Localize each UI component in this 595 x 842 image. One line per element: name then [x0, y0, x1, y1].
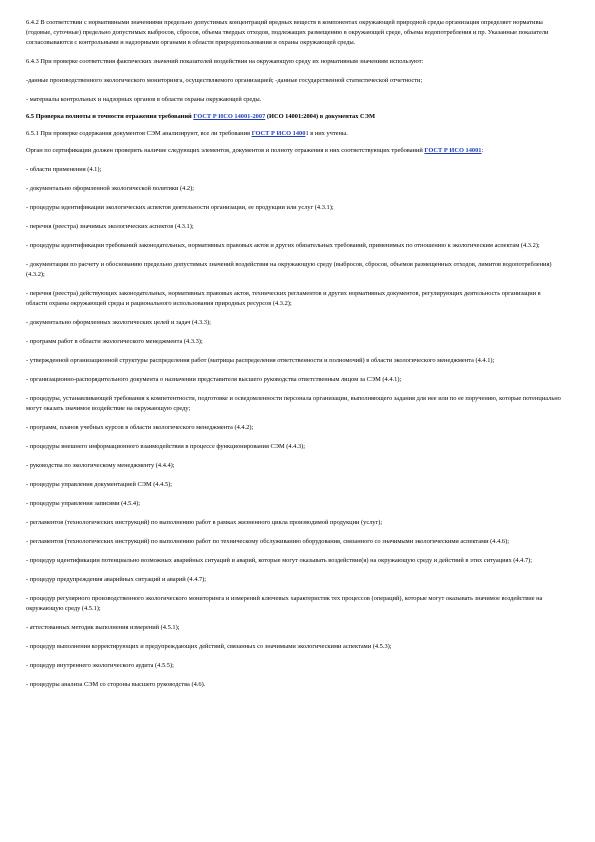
list-item: - процедур выполнения корректирующих и предупреждающих действий, связанных со значимыми экологическими аспектами (4.5.3); — [26, 643, 392, 650]
list-item: - процедур регулярного производственного экологического мониторинга и измерений ключевых характеристик тех процессов (операций), которые могут оказывать значимое воздействие на окружающую среду (4.5.1); — [26, 595, 543, 612]
list-item: - документально оформленных экологических целей и задач (4.3.3); — [26, 319, 211, 326]
paragraph-certification-body-text: Орган по сертификации должен проверить наличие следующих элементов, документов и полноту отражения в них соответствующих требований — [26, 147, 425, 154]
paragraph-certification-body — [26, 146, 563, 156]
list-item: - перечня (реестра) значимых экологических аспектов (4.3.1); — [26, 223, 194, 230]
requirements-list — [26, 165, 563, 690]
list-item: - процедуры управления документацией СЭМ (4.4.5); — [26, 481, 173, 488]
paragraph-6-5-1-text: 6.5.1 При проверке содержания документов СЭМ анализируют, все ли требования — [26, 130, 252, 137]
list-item: - процедуры идентификации экологических аспектов деятельности организации, ее продукции или услуг (4.3.1); — [26, 204, 334, 211]
gost-iso-14001-2007-link[interactable]: ГОСТ Р ИСО 14001-2007 — [193, 113, 266, 120]
list-item: - процедур внутреннего экологического аудита (4.5.5); — [26, 662, 174, 669]
section-6-5-tail: (ИСО 14001:2004) в документах СЭМ — [265, 113, 376, 120]
list-item: - процедуры анализа СЭМ со стороны высшего руководства (4.6). — [26, 681, 206, 688]
list-item: - утвержденной организационной структуры распределения работ (матрицы распределения ответственности и полномочий) в области экологического менеджмента (4.4.1); — [26, 357, 495, 364]
list-item: - процедур идентификации потенциально возможных аварийных ситуаций и аварий, которые могут оказывать воздействие(я) на окружающую среду и действий в этих ситуациях (4.4.7); — [26, 557, 533, 564]
paragraph-monitoring-data: -данные производственного экологического мониторинга, осуществляемого организацией; -данные государственной статистической отчетности; — [26, 77, 423, 84]
list-item: - программ работ в области экологического менеджмента (4.3.3); — [26, 338, 203, 345]
list-item: - процедуры управления записями (4.5.4); — [26, 500, 140, 507]
section-6-5-text: 6.5 Проверка полноты и точности отражения требований — [26, 113, 194, 120]
list-item: - организационно-распорядительного документа о назначении представителя высшего руководства ответственным лицом за СЭМ (4.4.1); — [26, 376, 402, 383]
paragraph-6-5-1 — [26, 129, 563, 139]
list-item: - процедуры, устанавливающей требования к компетентности, подготовке и осведомленности персонала организации, выполняющего задания для нее или по ее поручению, которые потенциально могут оказать значимое воздействие на окружающую среду; — [26, 395, 561, 412]
list-item: - аттестованных методик выполнения измерений (4.5.1); — [26, 624, 180, 631]
list-item: - перечня (реестра) действующих законодательных, нормативных правовых актов, технических регламентов и других нормативных документов, регулирующих деятельность организации в области охраны окружающей среды и рационального использования природных ресурсов (4.3.2); — [26, 290, 541, 307]
list-item: - программ, планов учебных курсов в области экологического менеджмента (4.4.2); — [26, 424, 254, 431]
paragraph-control-materials: - материалы контрольных и надзорных органов в области охраны окружающей среды. — [26, 96, 262, 103]
list-item: - области применения (4.1); — [26, 166, 102, 173]
list-item: - процедуры внешнего информационного взаимодействия в процессе функционирования СЭМ (4.4.3); — [26, 443, 306, 450]
list-item: - руководства по экологическому менеджменту (4.4.4); — [26, 462, 175, 469]
list-item: - регламентов (технологических инструкций) по выполнению работ по техническому обслуживанию оборудования, связанного со значимыми экологическими аспектами (4.4.6); — [26, 538, 509, 545]
list-item: - процедуры идентификации требований законодательных, нормативных правовых актов и других обязательных требований, применимых по отношению к экологическим аспектам (4.3.2); — [26, 242, 540, 249]
list-item: - документации по расчету и обоснованию предельно допустимых значений воздействия на окружающую среду (выбросов, сбросов, объемов размещенных отходов, лимитов водопотребления) (4.3.2); — [26, 261, 552, 278]
list-item: - регламентов (технологических инструкций) по выполнению работ в рамках жизненного цикла производимой продукции (услуг); — [26, 519, 383, 526]
paragraph-6-5-1-tail: 1 в них учтены. — [305, 130, 348, 137]
paragraph-certification-body-tail: : — [481, 147, 484, 154]
gost-iso-14001-link-2[interactable]: ГОСТ Р ИСО 14001 — [424, 147, 482, 154]
list-item: - процедур предупреждения аварийных ситуаций и аварий (4.4.7); — [26, 576, 207, 583]
list-item: - документально оформленной экологической политики (4.2); — [26, 185, 195, 192]
gost-iso-14001-link[interactable]: ГОСТ Р ИСО 1400 — [251, 130, 306, 137]
paragraph-6-4-2: 6.4.2 В соответствии с нормативными значениями предельно допустимых концентраций вредных веществ в компонентах окружающей природной среды организация определяет нормативы (годовые, суточные) предельно допустимых выбросов, сбросов, объема твердых отходов, подлежащих размещению в окружающей среде, объема водопотребления и пр. Указанные показатели согласовываются с контрольными и надзорными органами в области природопользования и охраны окружающей среды. — [26, 19, 549, 46]
paragraph-6-4-3: 6.4.3 При проверке соответствия фактических значений показателей воздействия на окружающую среду их нормативным значениям используют: — [26, 58, 424, 65]
section-6-5-heading — [26, 112, 563, 122]
